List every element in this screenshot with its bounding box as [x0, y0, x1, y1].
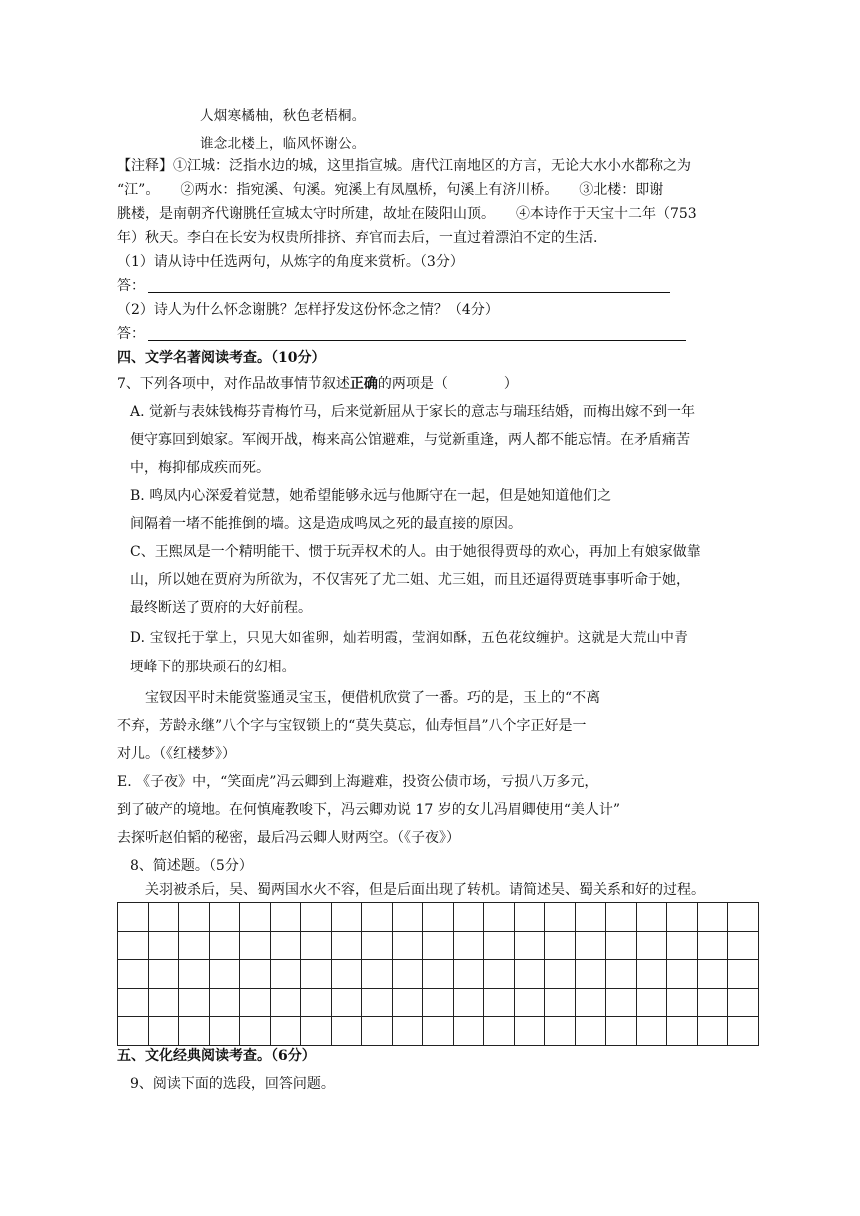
- grid-cell[interactable]: [362, 1017, 393, 1046]
- grid-cell[interactable]: [606, 931, 637, 960]
- grid-cell[interactable]: [728, 903, 759, 932]
- grid-cell[interactable]: [606, 903, 637, 932]
- poem-line-2: 谁念北楼上，临风怀谢公。: [200, 136, 366, 152]
- grid-cell[interactable]: [331, 960, 362, 989]
- question-8-title: 8、简述题。（5分）: [130, 858, 253, 874]
- grid-cell[interactable]: [697, 988, 728, 1017]
- grid-row: [118, 931, 759, 960]
- grid-cell[interactable]: [362, 960, 393, 989]
- grid-cell[interactable]: [331, 1017, 362, 1046]
- grid-cell[interactable]: [240, 931, 271, 960]
- grid-cell[interactable]: [148, 1017, 179, 1046]
- grid-cell[interactable]: [575, 931, 606, 960]
- grid-cell[interactable]: [148, 960, 179, 989]
- note-line-4: 年）秋天。李白在长安为权贵所排挤、弃官而去后，一直过着漂泊不定的生活.: [117, 230, 598, 246]
- answer-label-1: 答：: [117, 278, 145, 294]
- grid-cell[interactable]: [575, 903, 606, 932]
- grid-cell[interactable]: [636, 903, 667, 932]
- grid-cell[interactable]: [514, 1017, 545, 1046]
- option-d-line-1: D. 宝钗托于掌上，只见大如雀卵，灿若明霞，莹润如酥，五色花纹缠护。这就是大荒山中青: [130, 630, 689, 646]
- grid-cell[interactable]: [148, 931, 179, 960]
- grid-cell[interactable]: [301, 988, 332, 1017]
- note-line-2: “江”。 ②两水：指宛溪、句溪。宛溪上有凤凰桥，句溪上有济川桥。 ③北楼：即谢: [117, 182, 664, 198]
- grid-cell[interactable]: [484, 931, 515, 960]
- grid-cell[interactable]: [697, 960, 728, 989]
- grid-cell[interactable]: [636, 1017, 667, 1046]
- grid-cell[interactable]: [362, 903, 393, 932]
- section-5-title: 五、文化经典阅读考查。（6分）: [117, 1048, 316, 1064]
- grid-cell[interactable]: [209, 1017, 240, 1046]
- grid-cell[interactable]: [545, 960, 576, 989]
- grid-cell[interactable]: [118, 988, 149, 1017]
- grid-cell[interactable]: [301, 1017, 332, 1046]
- grid-cell[interactable]: [240, 960, 271, 989]
- option-b-line-1: B. 鸣凤内心深爱着觉慧，她希望能够永远与他厮守在一起，但是她知道他们之: [130, 488, 612, 504]
- grid-cell[interactable]: [392, 903, 423, 932]
- grid-cell[interactable]: [636, 931, 667, 960]
- grid-cell[interactable]: [240, 988, 271, 1017]
- grid-cell[interactable]: [484, 988, 515, 1017]
- grid-cell[interactable]: [514, 988, 545, 1017]
- grid-cell[interactable]: [697, 903, 728, 932]
- grid-cell[interactable]: [423, 931, 454, 960]
- answer-label-2: 答：: [117, 326, 145, 342]
- grid-cell[interactable]: [209, 931, 240, 960]
- question-7-stem-a: 7、下列各项中，对作品故事情节叙述: [117, 376, 350, 392]
- section-4-title: 四、文学名著阅读考查。（10分）: [117, 350, 326, 366]
- grid-row: [118, 960, 759, 989]
- grid-cell[interactable]: [118, 931, 149, 960]
- grid-cell[interactable]: [575, 988, 606, 1017]
- grid-cell[interactable]: [179, 903, 210, 932]
- note-line-1: 【注释】①江城：泛指水边的城，这里指宣城。唐代江南地区的方言，无论大水小水都称之为: [117, 158, 691, 174]
- grid-cell[interactable]: [453, 988, 484, 1017]
- grid-cell[interactable]: [667, 903, 698, 932]
- grid-cell[interactable]: [423, 1017, 454, 1046]
- option-e-line-3: 去探听赵伯韬的秘密，最后冯云卿人财两空。（《子夜》）: [117, 830, 460, 846]
- grid-cell[interactable]: [728, 988, 759, 1017]
- grid-cell[interactable]: [331, 931, 362, 960]
- grid-cell[interactable]: [697, 931, 728, 960]
- grid-cell[interactable]: [179, 988, 210, 1017]
- question-7-stem-bold: 正确: [349, 376, 378, 392]
- grid-cell[interactable]: [270, 960, 301, 989]
- question-8-text: 关羽被杀后，吴、蜀两国水火不容，但是后面出现了转机。请简述吴、蜀关系和好的过程。: [145, 882, 705, 898]
- grid-cell[interactable]: [179, 960, 210, 989]
- grid-cell[interactable]: [484, 960, 515, 989]
- grid-cell[interactable]: [240, 903, 271, 932]
- grid-cell[interactable]: [728, 1017, 759, 1046]
- option-a-line-3: 中，梅抑郁成疾而死。: [130, 460, 270, 476]
- grid-cell[interactable]: [514, 903, 545, 932]
- grid-cell[interactable]: [118, 1017, 149, 1046]
- grid-cell[interactable]: [392, 931, 423, 960]
- grid-row: [118, 988, 759, 1017]
- option-e-line-1: E. 《子夜》中，“笑面虎”冯云卿到上海避难，投资公债市场，亏损八万多元，: [117, 774, 599, 790]
- option-b-line-2: 间隔着一堵不能推倒的墙。这是造成鸣凤之死的最直接的原因。: [130, 516, 522, 532]
- grid-cell[interactable]: [667, 988, 698, 1017]
- grid-cell[interactable]: [423, 903, 454, 932]
- grid-cell[interactable]: [362, 931, 393, 960]
- grid-cell[interactable]: [270, 988, 301, 1017]
- grid-cell[interactable]: [301, 960, 332, 989]
- grid-row: [118, 1017, 759, 1046]
- grid-cell[interactable]: [667, 1017, 698, 1046]
- grid-cell[interactable]: [453, 1017, 484, 1046]
- grid-cell[interactable]: [728, 931, 759, 960]
- grid-cell[interactable]: [270, 903, 301, 932]
- grid-cell[interactable]: [453, 960, 484, 989]
- grid-cell[interactable]: [423, 988, 454, 1017]
- grid-cell[interactable]: [209, 903, 240, 932]
- option-c-line-3: 最终断送了贾府的大好前程。: [130, 600, 312, 616]
- grid-cell[interactable]: [514, 931, 545, 960]
- poem-line-1: 人烟寒橘柚，秋色老梧桐。: [200, 108, 366, 124]
- grid-cell[interactable]: [636, 960, 667, 989]
- question-7-stem: [117, 374, 518, 394]
- grid-cell[interactable]: [423, 960, 454, 989]
- grid-cell[interactable]: [301, 903, 332, 932]
- grid-cell[interactable]: [545, 931, 576, 960]
- option-d-line-4: 不弃，芳龄永继”八个字与宝钗锁上的“莫失莫忘，仙寿恒昌”八个字正好是一: [117, 718, 587, 734]
- grid-cell[interactable]: [636, 988, 667, 1017]
- grid-cell[interactable]: [118, 903, 149, 932]
- grid-cell[interactable]: [575, 960, 606, 989]
- question-9: 9、阅读下面的选段，回答问题。: [130, 1076, 335, 1092]
- option-e-line-2: 到了破产的境地。在何慎庵教唆下，冯云卿劝说 17 岁的女儿冯眉卿使用“美人计”: [117, 802, 621, 818]
- question-2: （2）诗人为什么怀念谢朓？怎样抒发这份怀念之情？（4分）: [117, 302, 499, 318]
- option-d-line-2: 埂峰下的那块顽石的幻相。: [130, 659, 296, 675]
- note-line-3: 朓楼，是南朝齐代谢朓任宣城太守时所建，故址在陵阳山顶。 ④本诗作于天宝十二年（753: [117, 206, 697, 222]
- grid-cell[interactable]: [331, 903, 362, 932]
- grid-cell[interactable]: [301, 931, 332, 960]
- grid-cell[interactable]: [606, 1017, 637, 1046]
- grid-cell[interactable]: [118, 960, 149, 989]
- grid-cell[interactable]: [667, 931, 698, 960]
- grid-cell[interactable]: [270, 1017, 301, 1046]
- grid-cell[interactable]: [606, 988, 637, 1017]
- grid-cell[interactable]: [240, 1017, 271, 1046]
- grid-cell[interactable]: [148, 903, 179, 932]
- grid-cell[interactable]: [606, 960, 637, 989]
- option-d-line-5: 对儿。（《红楼梦》）: [117, 746, 236, 762]
- grid-cell[interactable]: [697, 1017, 728, 1046]
- grid-cell[interactable]: [545, 1017, 576, 1046]
- grid-cell[interactable]: [331, 988, 362, 1017]
- grid-cell[interactable]: [728, 960, 759, 989]
- grid-cell[interactable]: [392, 988, 423, 1017]
- option-d-line-3: 宝钗因平时未能赏鉴通灵宝玉，便借机欣赏了一番。巧的是，玉上的“不离: [145, 690, 601, 706]
- answer-line-1: [148, 292, 670, 293]
- grid-cell[interactable]: [179, 1017, 210, 1046]
- question-1: （1）请从诗中任选两句，从炼字的角度来赏析。（3分）: [117, 254, 464, 270]
- option-c-line-2: 山，所以她在贾府为所欲为，不仅害死了尤二姐、尤三姐，而且还逼得贾琏事事听命于她，: [130, 572, 690, 588]
- answer-grid[interactable]: [117, 902, 759, 1046]
- grid-cell[interactable]: [392, 1017, 423, 1046]
- grid-cell[interactable]: [392, 960, 423, 989]
- grid-cell[interactable]: [484, 903, 515, 932]
- grid-cell[interactable]: [545, 988, 576, 1017]
- grid-cell[interactable]: [209, 988, 240, 1017]
- grid-cell[interactable]: [453, 903, 484, 932]
- question-7-stem-b: 的两项是（ ）: [377, 376, 518, 392]
- option-c-line-1: C、王熙凤是一个精明能干、惯于玩弄权术的人。由于她很得贾母的欢心，再加上有娘家做靠: [130, 544, 701, 560]
- grid-cell[interactable]: [667, 960, 698, 989]
- option-a-line-1: A. 觉新与表妹钱梅芬青梅竹马，后来觉新屈从于家长的意志与瑞珏结婚，而梅出嫁不到一年: [130, 404, 696, 420]
- grid-cell[interactable]: [148, 988, 179, 1017]
- grid-cell[interactable]: [575, 1017, 606, 1046]
- grid-cell[interactable]: [179, 931, 210, 960]
- answer-line-2: [148, 340, 686, 341]
- grid-cell[interactable]: [453, 931, 484, 960]
- grid-cell[interactable]: [270, 931, 301, 960]
- grid-row: [118, 903, 759, 932]
- grid-cell[interactable]: [545, 903, 576, 932]
- option-a-line-2: 便守寡回到娘家。军阀开战，梅来高公馆避难，与觉新重逢，两人都不能忘情。在矛盾痛苦: [130, 432, 690, 448]
- grid-cell[interactable]: [209, 960, 240, 989]
- grid-cell[interactable]: [362, 988, 393, 1017]
- grid-cell[interactable]: [514, 960, 545, 989]
- grid-cell[interactable]: [484, 1017, 515, 1046]
